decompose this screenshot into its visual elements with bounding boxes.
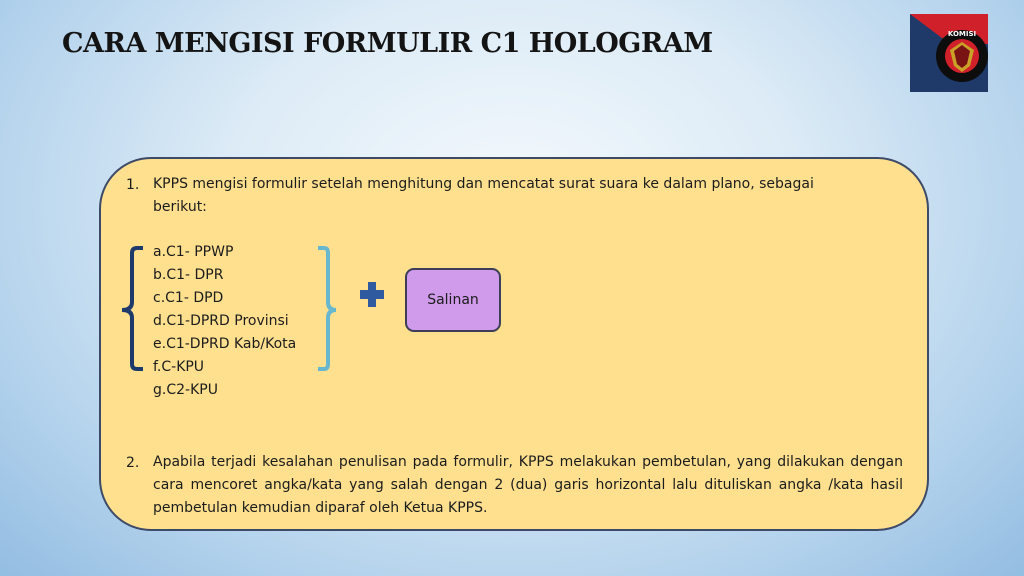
form-list-item: d.C1-DPRD Provinsi <box>153 313 289 329</box>
svg-text:KOMISI: KOMISI <box>947 30 977 38</box>
form-list-item: g.C2-KPU <box>153 382 218 398</box>
item-number: 1. <box>126 177 140 193</box>
item-1-text-line: KPPS mengisi formulir setelah menghitung dan mencatat surat suara ke dalam plano, sebagai <box>153 176 814 192</box>
salinan-box <box>405 268 501 332</box>
right-brace-icon <box>318 248 336 369</box>
item-number: 2. <box>126 455 140 471</box>
form-list-item: c.C1- DPD <box>153 290 224 306</box>
left-brace-icon <box>122 248 143 369</box>
plus-icon <box>360 282 384 307</box>
salinan-label: Salinan <box>427 292 479 308</box>
item-1-text-line: berikut: <box>153 199 207 215</box>
form-list-item: e.C1-DPRD Kab/Kota <box>153 336 297 352</box>
item-2-text: Apabila terjadi kesalahan penulisan pada formulir, KPPS melakukan pembetulan, yang dilakukan dengan cara mencoret angka/kata yang salah dengan 2 (dua) garis horizontal lalu dituliskan angka /kata hasil pembetulan kemudian diparaf oleh Ketua KPPS. <box>153 454 903 516</box>
page-title: CARA MENGISI FORMULIR C1 HOLOGRAM <box>62 28 713 59</box>
form-list-item: a.C1- PPWP <box>153 244 234 260</box>
form-list-item: f.C-KPU <box>153 359 205 375</box>
form-list-item: b.C1- DPR <box>153 267 224 283</box>
